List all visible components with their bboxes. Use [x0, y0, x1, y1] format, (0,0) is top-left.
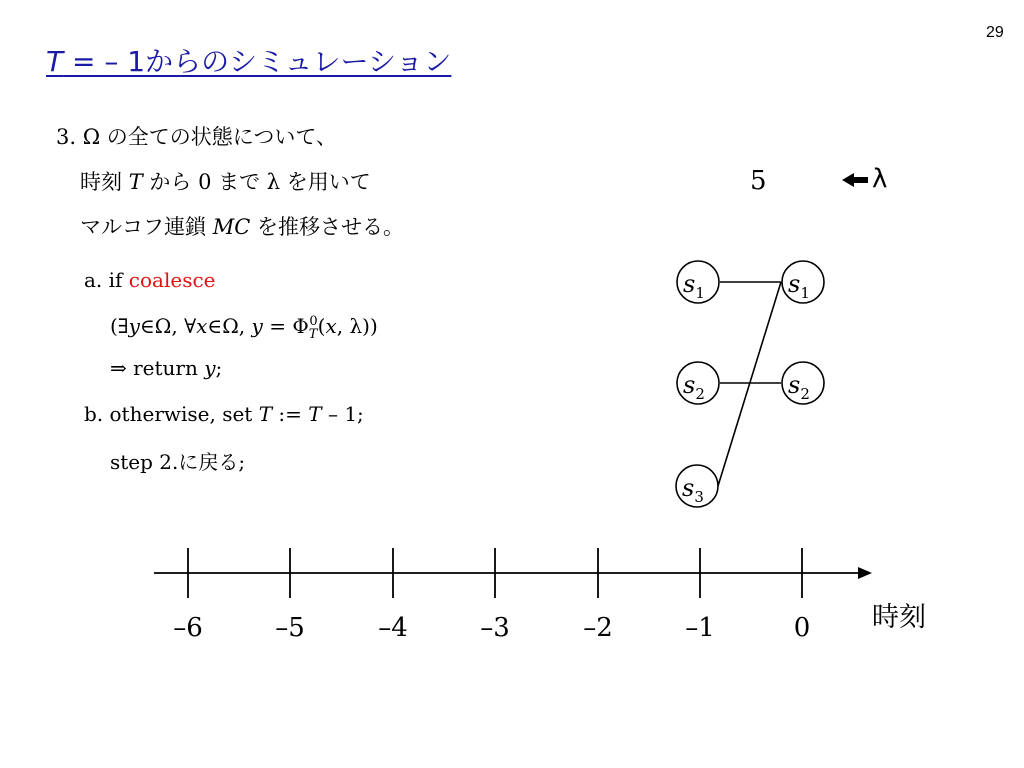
timeline-axis-label: 時刻: [872, 602, 926, 633]
cond-T: T: [308, 327, 318, 342]
edge-s3-s1: [718, 282, 781, 486]
b-line2-a: step 2.: [110, 450, 179, 474]
cond-d: = Φ: [262, 314, 309, 338]
cond-f: , λ)): [336, 314, 378, 338]
step3-line2-zero: 0: [198, 170, 212, 194]
ret-b: ;: [215, 356, 223, 380]
cond-a: (∃: [110, 314, 129, 338]
step3-line1-text: の全ての状態について、: [100, 125, 337, 149]
page-number: 29: [986, 24, 1004, 41]
b-line1-T2: T: [308, 402, 322, 426]
timeline-arrowhead: [858, 567, 872, 579]
timeline-label: –2: [583, 613, 613, 643]
lambda-value: 5: [750, 166, 767, 196]
state-base: s: [682, 474, 695, 502]
cond-x2: x: [325, 314, 337, 338]
cond-y2: y: [251, 314, 263, 338]
state-sub: 1: [800, 284, 810, 302]
state-base: s: [788, 270, 801, 298]
state-sub: 2: [695, 385, 705, 403]
timeline-label: –1: [685, 613, 715, 643]
step3-line2-lambda: λ: [266, 170, 281, 194]
state-sub: 1: [695, 284, 705, 302]
cond-sup: 0: [309, 314, 318, 330]
b-line1-c: – 1;: [321, 402, 364, 426]
step3-line3-a: マルコフ連鎖: [80, 215, 213, 239]
cond-y: y: [128, 314, 140, 338]
step3-line2-b: から: [142, 170, 199, 194]
cond-e: (: [317, 314, 326, 338]
state-base: s: [788, 371, 801, 399]
step3-line3-MC: MC: [212, 215, 251, 239]
step3-line2-c: まで: [211, 170, 267, 194]
step3-line2-T: T: [128, 170, 143, 194]
step3-line3-b: を推移させる。: [250, 215, 404, 239]
timeline-label: 0: [793, 613, 811, 643]
timeline-label: –5: [275, 613, 305, 643]
state-sub: 3: [694, 488, 704, 506]
step3-line2-d: を用いて: [280, 170, 371, 194]
cond-b: ∈Ω, ∀: [139, 314, 197, 338]
cond-c: ∈Ω,: [207, 314, 252, 338]
title-text: = – 1からのシミュレーション: [63, 45, 452, 78]
b-line1-T: T: [258, 402, 273, 426]
b-line1-b: :=: [272, 402, 309, 426]
timeline-label: –4: [378, 613, 408, 643]
b-line2-b: に戻る: [178, 450, 239, 474]
state-sub: 2: [800, 385, 810, 403]
state-base: s: [683, 371, 696, 399]
title-variable: T: [46, 45, 64, 78]
state-base: s: [683, 270, 696, 298]
cond-x: x: [196, 314, 208, 338]
step3-number: 3. Ω: [56, 125, 101, 149]
step3-line2-a: 時刻: [80, 170, 129, 194]
timeline-label: –6: [173, 613, 203, 643]
b-line2-c: ;: [238, 450, 246, 474]
timeline-label: –3: [480, 613, 510, 643]
ret-y: y: [204, 356, 216, 380]
coalesce-keyword: coalesce: [128, 268, 216, 292]
lambda-label: λ: [872, 164, 888, 194]
case-a-prefix: a. if: [84, 268, 129, 292]
ret-a: ⇒ return: [110, 356, 205, 380]
b-line1-a: b. otherwise, set: [84, 402, 259, 426]
timeline: [154, 548, 926, 643]
